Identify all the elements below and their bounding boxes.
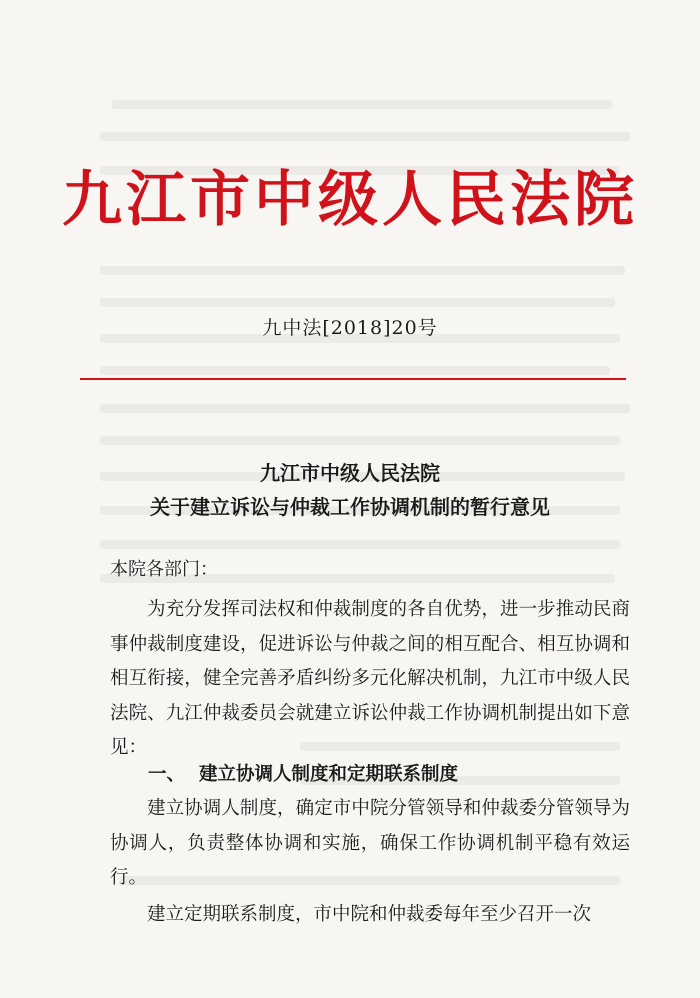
section-title: 建立协调人制度和定期联系制度 xyxy=(199,764,459,785)
document-title xyxy=(0,456,700,524)
red-divider-line xyxy=(80,378,626,380)
paragraph-regular-contact: 建立定期联系制度，市中院和仲裁委每年至少召开一次 xyxy=(147,904,592,925)
title-line-1: 九江市中级人民法院 xyxy=(260,461,440,485)
title-line-2: 关于建立诉讼与仲裁工作协调机制的暂行意见 xyxy=(150,495,550,519)
paragraph-coordinator: 建立协调人制度，确定市中院分管领导和仲裁委分管领导为协调人，负责整体协调和实施，确保工作协调机制平稳有效运行。 xyxy=(110,798,630,888)
section-number: 一、 xyxy=(148,764,186,785)
section-heading-1 xyxy=(148,760,458,786)
document-number: 九中法[2018]20号 xyxy=(262,317,438,339)
paragraph-intro: 为充分发挥司法权和仲裁制度的各自优势，进一步推动民商事仲裁制度建设，促进诉讼与仲裁之间的相互配合、相互协调和相互衔接，健全完善矛盾纠纷多元化解决机制，九江市中级人民法院、九江仲裁委员会就建立诉讼仲裁工作协调机制提出如下意见： xyxy=(110,599,630,758)
masthead-court-name: 九江市中级人民法院 xyxy=(62,165,638,235)
salutation: 本院各部门： xyxy=(110,559,218,580)
